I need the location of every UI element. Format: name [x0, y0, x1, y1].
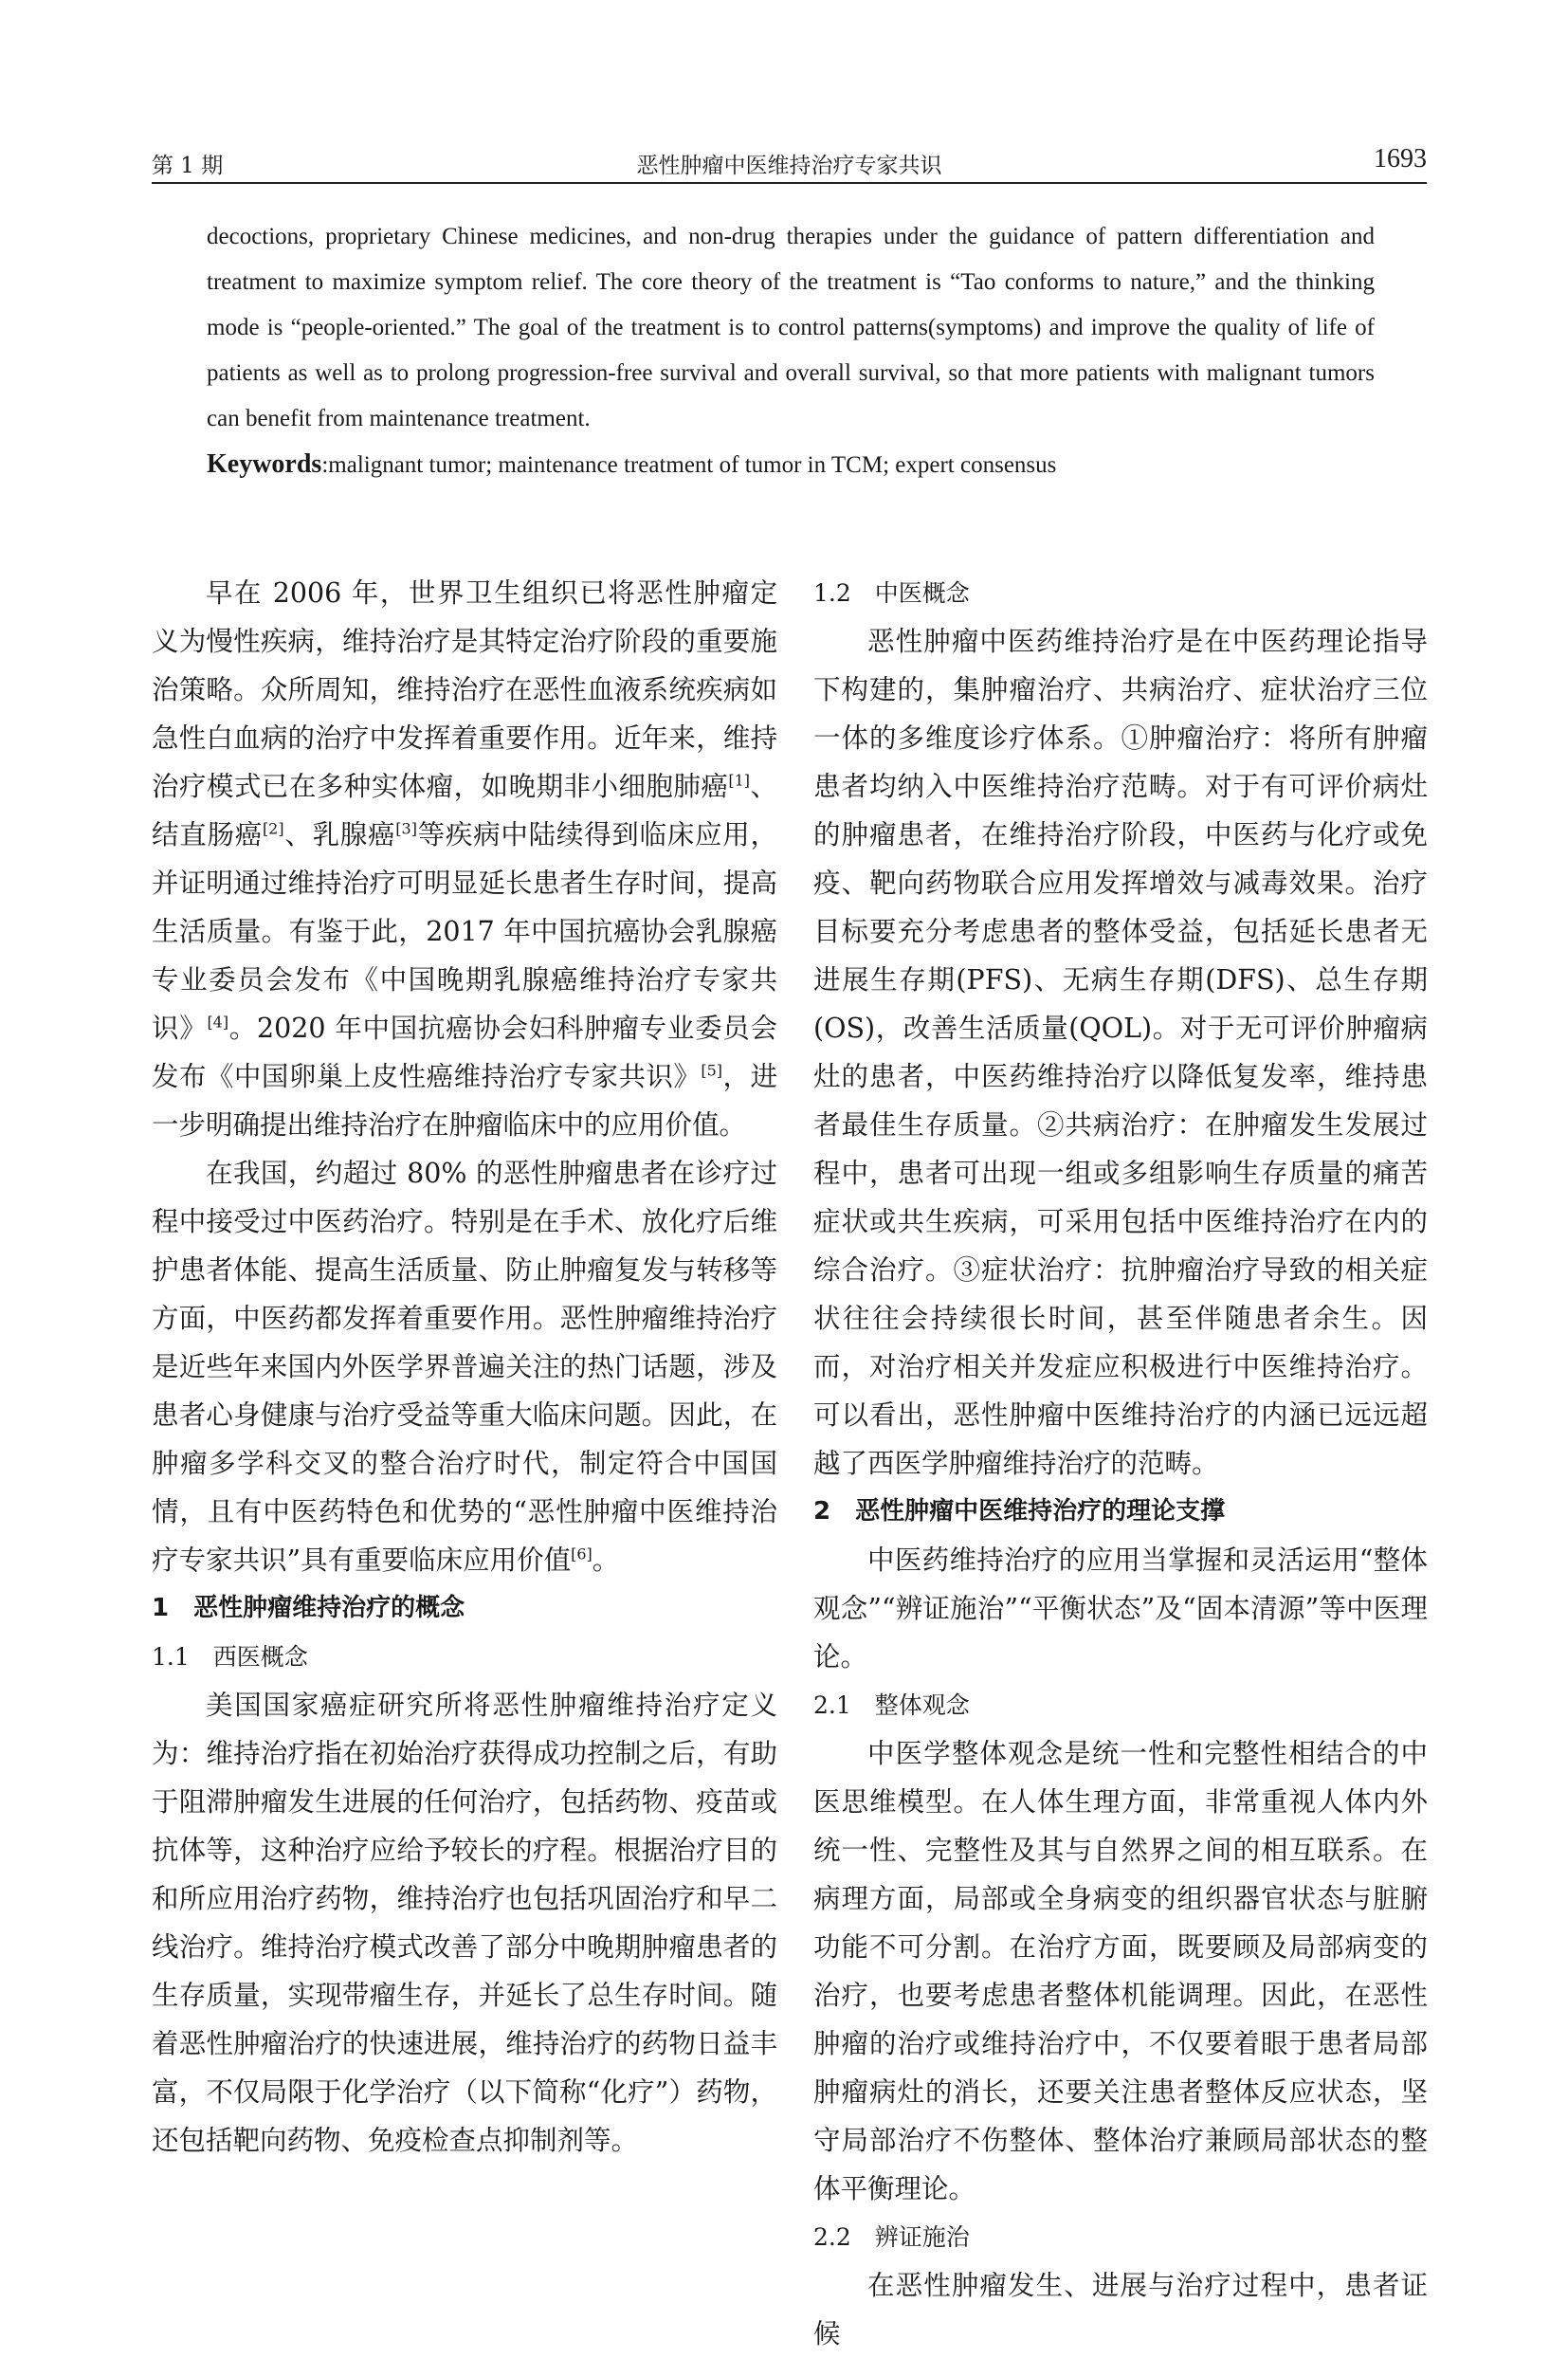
intro-paragraph-1: 早在 2006 年，世界卫生组织已将恶性肿瘤定义为慢性疾病，维持治疗是其特定治疗阶段的重要施治策略。众所周知，维持治疗在恶性血液系统疾病如急性白血病的治疗中发挥着重要作用。近年来，维持治疗模式已在多种实体瘤，如晚期非小细胞肺癌[1]、结直肠癌[2]、乳腺癌[3]等疾病中陆续得到临床应用，并证明通过维持治疗可明显延长患者生存时间，提高生活质量。有鉴于此，2017 年中国抗癌协会乳腺癌专业委员会发布《中国晚期乳腺癌维持治疗专家共识》[4]。2020 年中国抗癌协会妇科肿瘤专业委员会发布《中国卵巢上皮性癌维持治疗专家共识》[5]，进一步明确提出维持治疗在肿瘤临床中的应用价值。 [152, 577, 777, 1141]
subsection-heading-1-1: 1.1 西医概念 [152, 1643, 308, 1671]
theory-intro-paragraph: 中医药维持治疗的应用当掌握和灵活运用“整体观念”“辨证施治”“平衡状态”及“固本清源”等中医理论。 [813, 1545, 1428, 1673]
western-concept-paragraph: 美国国家癌症研究所将恶性肿瘤维持治疗定义为：维持治疗指在初始治疗获得成功控制之后，有助于阻滞肿瘤发生进展的任何治疗，包括药物、疫苗或抗体等，这种治疗应给予较长的疗程。根据治疗目的和所应用治疗药物，维持治疗也包括巩固治疗和早二线治疗。维持治疗模式改善了部分中晚期肿瘤患者的生存质量，实现带瘤生存，并延长了总生存时间。随着恶性肿瘤治疗的快速进展，维持治疗的药物日益丰富，不仅局限于化学治疗（以下简称“化疗”）药物，还包括靶向药物、免疫检查点抑制剂等。 [152, 1690, 777, 2156]
right-column [813, 569, 1428, 2358]
citation-5[interactable]: [5] [701, 1061, 723, 1080]
abstract-paragraph: decoctions, proprietary Chinese medicines, and non-drug therapies under the guidance of pattern differentiation and treatment to maximize symptom relief. The core theory of the treatment is “Tao conforms to nature,” and the thinking mode is “people-oriented.” The goal of the treatment is to control patterns(symptoms) and improve the quality of life of patients as well as to prolong progression-free survival and overall survival, so that more patients with malignant tumors can benefit from maintenance treatment. [207, 224, 1375, 431]
subsection-heading-1-2: 1.2 中医概念 [813, 579, 970, 607]
subsection-heading-2-2: 2.2 辨证施治 [813, 2223, 970, 2251]
holism-paragraph: 中医学整体观念是统一性和完整性相结合的中医思维模型。在人体生理方面，非常重视人体内外统一性、完整性及其与自然界之间的相互联系。在病理方面，局部或全身病变的组织器官状态与脏腑功能不可分割。在治疗方面，既要顾及局部病变的治疗，也要考虑患者整体机能调理。因此，在恶性肿瘤的治疗或维持治疗中，不仅要着眼于患者局部肿瘤病灶的消长，还要关注患者整体反应状态，坚守局部治疗不伤整体、整体治疗兼顾局部状态的整体平衡理论。 [813, 1738, 1428, 2204]
citation-2[interactable]: [2] [262, 819, 284, 838]
citation-6[interactable]: [6] [571, 1545, 593, 1563]
citation-1[interactable]: [1] [728, 771, 751, 790]
intro-paragraph-2: 在我国，约超过 80% 的恶性肿瘤患者在诊疗过程中接受过中医药治疗。特别是在手术、放化疗后维护患者体能、提高生活质量、防止肿瘤复发与转移等方面，中医药都发挥着重要作用。恶性肿瘤维持治疗是近些年来国内外医学界普遍关注的热门话题，涉及患者心身健康与治疗受益等重大临床问题。因此，在肿瘤多学科交叉的整合治疗时代，制定符合中国国情，且有中医药特色和优势的“恶性肿瘤中医维持治疗专家共识”具有重要临床应用价值[6]。 [152, 1158, 777, 1576]
page-number: 1693 [1374, 144, 1427, 174]
left-column [152, 569, 777, 2165]
keywords-text: :malignant tumor; maintenance treatment of tumor in TCM; expert consensus [321, 452, 1057, 478]
keywords-label: Keywords [207, 449, 322, 479]
english-abstract [207, 214, 1375, 488]
running-header [152, 142, 1427, 184]
citation-4[interactable]: [4] [207, 1013, 229, 1032]
issue-number: 第 1 期 [152, 154, 224, 178]
tcm-concept-paragraph: 恶性肿瘤中医药维持治疗是在中医药理论指导下构建的，集肿瘤治疗、共病治疗、症状治疗三位一体的多维度诊疗体系。①肿瘤治疗：将所有肿瘤患者均纳入中医维持治疗范畴。对于有可评价病灶的肿瘤患者，在维持治疗阶段，中医药与化疗或免疫、靶向药物联合应用发挥增效与减毒效果。治疗目标要充分考虑患者的整体受益，包括延长患者无进展生存期(PFS)、无病生存期(DFS)、总生存期(OS)，改善生活质量(QOL)。对于无可评价肿瘤病灶的患者，中医药维持治疗以降低复发率，维持患者最佳生存质量。②共病治疗：在肿瘤发生发展过程中，患者可出现一组或多组影响生存质量的痛苦症状或共生疾病，可采用包括中医维持治疗在内的综合治疗。③症状治疗：抗肿瘤治疗导致的相关症状往往会持续很长时间，甚至伴随患者余生。因而，对治疗相关并发症应积极进行中医维持治疗。可以看出，恶性肿瘤中医维持治疗的内涵已远远超越了西医学肿瘤维持治疗的范畴。 [813, 626, 1428, 1479]
subsection-heading-2-1: 2.1 整体观念 [813, 1691, 970, 1719]
section-heading-1: 1 恶性肿瘤维持治疗的概念 [152, 1594, 465, 1622]
section-heading-2: 2 恶性肿瘤中医维持治疗的理论支撑 [813, 1497, 1226, 1526]
citation-3[interactable]: [3] [395, 819, 417, 838]
running-title: 恶性肿瘤中医维持治疗专家共识 [636, 154, 942, 178]
keywords-line [207, 442, 1375, 488]
syndrome-differentiation-paragraph: 在恶性肿瘤发生、进展与治疗过程中，患者证候 [813, 2270, 1428, 2349]
